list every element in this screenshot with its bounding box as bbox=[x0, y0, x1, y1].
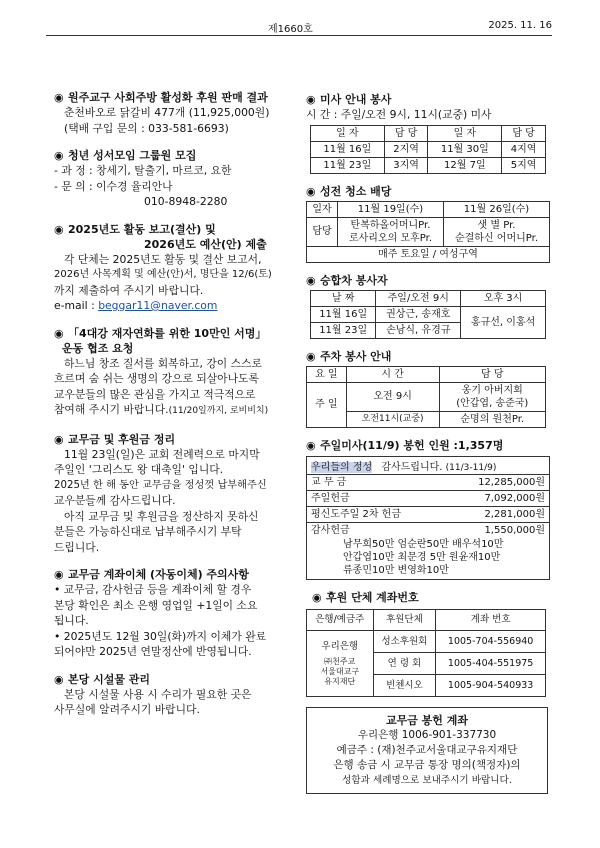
table-cell: 주 일 bbox=[307, 382, 347, 427]
section-title: 원주교구 사회주방 활성화 후원 판매 결과 bbox=[68, 91, 268, 104]
table-header-row bbox=[307, 609, 546, 630]
offering-value: 7,092,000원 bbox=[484, 492, 545, 504]
text-line: 아직 교무금 및 후원금을 정산하지 못하신 bbox=[64, 509, 259, 523]
table-cell: 2지역 bbox=[384, 141, 428, 157]
offering-label: 주일헌금 bbox=[311, 492, 350, 504]
table-cell: 11월 16일 bbox=[311, 306, 376, 322]
note-text: (11/20일까지, 로비비치) bbox=[168, 406, 269, 416]
vehicle-table bbox=[310, 290, 546, 339]
dues-account-box bbox=[306, 707, 548, 794]
bulletin-header bbox=[0, 20, 600, 34]
table-cell bbox=[337, 217, 443, 246]
offering-label: 감사헌금 bbox=[311, 524, 350, 536]
mass-table bbox=[310, 125, 546, 174]
left-column bbox=[54, 90, 290, 730]
text-line: 본당 확인은 최소 은행 영업일 +1일이 소요 bbox=[54, 598, 258, 612]
table-cell: 오전 9시 bbox=[346, 382, 439, 411]
cell-line: 옹기 아버지회 bbox=[461, 384, 523, 396]
table-cell: 연 령 회 bbox=[373, 652, 436, 674]
bullet-icon: ◉ bbox=[54, 568, 64, 581]
section-title: 교무금 및 후원금 정리 bbox=[68, 432, 176, 446]
offering-row bbox=[307, 475, 549, 491]
account-number: 1005-404-551975 bbox=[436, 652, 546, 674]
section-bible-study bbox=[54, 148, 290, 210]
donor-line: 남무희50만 엄순란50만 배우석10만 bbox=[343, 538, 504, 550]
table-cell: 담당 bbox=[307, 217, 338, 246]
section-title-2: 운동 협조 요청 bbox=[62, 341, 134, 355]
bullet-icon: ◉ bbox=[306, 349, 316, 363]
table-header-row bbox=[307, 366, 546, 382]
column-header: 날 짜 bbox=[311, 290, 376, 306]
offering-value: 2,281,000원 bbox=[484, 508, 545, 520]
cell-line: 로사리오의 모후Pr. bbox=[348, 232, 432, 244]
section-sales-result bbox=[54, 90, 290, 136]
bullet-icon: ◉ bbox=[306, 93, 316, 106]
table-cell: 4지역 bbox=[502, 141, 546, 157]
section-mass bbox=[306, 92, 550, 174]
section-petition bbox=[54, 326, 290, 420]
email-link[interactable]: beggar11@naver.com bbox=[98, 299, 218, 312]
section-parking bbox=[306, 349, 550, 428]
table-cell bbox=[439, 382, 546, 411]
section-title: 성전 청소 배당 bbox=[320, 184, 392, 198]
donor-list bbox=[307, 538, 549, 579]
account-line: 우리은행 1006-901-337730 bbox=[357, 728, 497, 741]
table-cell: 빈첸시오 bbox=[373, 674, 436, 696]
bullet-icon: ◉ bbox=[54, 326, 64, 340]
cell-line: (안갑엽, 송준국) bbox=[456, 397, 529, 409]
section-facilities bbox=[54, 672, 290, 718]
text-line: - 과 정 : 창세기, 탈출기, 마르코, 요한 bbox=[54, 164, 232, 177]
table-cell bbox=[443, 217, 549, 246]
column-header: 요 일 bbox=[307, 366, 347, 382]
column-header: 일 자 bbox=[428, 125, 502, 141]
bank-name: 우리은행 bbox=[321, 640, 359, 652]
section-title: 2025년도 활동 보고(결산) 및 bbox=[68, 222, 216, 236]
donor-line: 류종민10만 변영화10만 bbox=[343, 564, 449, 576]
account-number: 1005-704-556940 bbox=[436, 630, 546, 652]
table-cell: 5지역 bbox=[502, 157, 546, 173]
text-line: 하느님 창조 질서를 회복하고, 강이 스스로 bbox=[64, 356, 262, 370]
bullet-icon: ◉ bbox=[54, 149, 64, 162]
holder-line: ㈜천주교 bbox=[324, 656, 356, 666]
table-cell: 오전11시(교중) bbox=[346, 411, 439, 427]
section-title: 주일미사(11/9) 봉헌 인원 :1,357명 bbox=[320, 438, 504, 452]
table-cell: 홍규선, 이홍석 bbox=[461, 306, 546, 338]
table-cell: 손남식, 유경규 bbox=[376, 322, 461, 338]
text-line: 참여해 주시기 바랍니다. bbox=[54, 403, 169, 416]
table-row bbox=[311, 141, 546, 157]
email-label: e-mail : bbox=[54, 299, 99, 312]
donor-line: 안갑엽10만 최문경 5만 원윤재10만 bbox=[343, 551, 501, 563]
table-cell: 12월 7일 bbox=[428, 157, 502, 173]
parking-table bbox=[306, 366, 546, 428]
holder-line: 서울대교구 bbox=[320, 666, 360, 676]
section-cleaning bbox=[306, 184, 550, 263]
text-line: 주일인 '그리스도 왕 대축일' 입니다. bbox=[54, 463, 224, 476]
cleaning-table bbox=[306, 201, 550, 263]
bullet-icon: ◉ bbox=[312, 590, 322, 604]
section-accounts bbox=[306, 590, 550, 697]
column-header: 주일/오전 9시 bbox=[376, 290, 461, 306]
column-header: 담 당 bbox=[384, 125, 428, 141]
column-header: 담 당 bbox=[439, 366, 546, 382]
section-title: 「4대강 재자연화를 위한 10만인 서명」 bbox=[68, 326, 267, 340]
table-cell: 11월 16일 bbox=[311, 141, 385, 157]
text-line: 사무실에 알려주시기 바랍니다. bbox=[54, 703, 200, 716]
table-cell: 11월 23일 bbox=[311, 157, 385, 173]
cell-line: 순결하신 어머니Pr. bbox=[454, 232, 538, 244]
offering-box bbox=[306, 456, 550, 580]
bullet-icon: ◉ bbox=[54, 91, 64, 104]
section-transfer-notice bbox=[54, 567, 290, 660]
section-offering bbox=[306, 438, 550, 580]
period-text: (11/3-11/9) bbox=[445, 462, 497, 473]
column-header: 일자 bbox=[307, 201, 338, 217]
table-row bbox=[307, 217, 550, 246]
column-header: 후원단체 bbox=[373, 609, 436, 630]
section-title-2: 2026년도 예산(안) 제출 bbox=[144, 237, 267, 251]
text-line: 2025년 한 해 동안 교무금을 정성껏 납부해주신 bbox=[54, 479, 267, 491]
table-cell: 권상근, 송재호 bbox=[376, 306, 461, 322]
bullet-icon: ◉ bbox=[54, 222, 64, 236]
text-line: 되어야만 2025년 연말정산에 반영됩니다. bbox=[54, 645, 252, 658]
table-cell: 11월 23일 bbox=[311, 322, 376, 338]
thanks-highlight: 우리들의 정성 bbox=[311, 461, 373, 473]
offering-value: 12,285,000원 bbox=[478, 476, 545, 488]
bullet-icon: ◉ bbox=[54, 672, 64, 686]
text-line: - 문 의 : 이수경 율리안나 bbox=[54, 179, 173, 193]
text-line: 드립니다. bbox=[54, 540, 100, 554]
text-line: • 교무금, 감사헌금 등을 계좌이체 할 경우 bbox=[54, 583, 252, 596]
cell-line: 샛 별 Pr. bbox=[477, 219, 516, 231]
text-line: 됩니다. bbox=[54, 614, 89, 627]
column-header: 계좌 번호 bbox=[436, 609, 546, 630]
table-header-row bbox=[311, 290, 546, 306]
table-row bbox=[311, 306, 546, 322]
offering-label: 교 무 금 bbox=[311, 476, 347, 488]
holder-line: 유지재단 bbox=[324, 676, 356, 686]
table-row bbox=[307, 630, 546, 652]
text-line: 본당 시설물 사용 시 수리가 필요한 곳은 bbox=[64, 687, 252, 701]
column-header: 오후 3시 bbox=[461, 290, 546, 306]
column-header: 담 당 bbox=[502, 125, 546, 141]
section-title: 본당 시설물 관리 bbox=[68, 672, 151, 686]
table-cell: 3지역 bbox=[384, 157, 428, 173]
table-row bbox=[307, 246, 550, 262]
table-cell: 성소후원회 bbox=[373, 630, 436, 652]
text-line: 11월 23일(일)은 교회 전례력으로 마지막 bbox=[64, 447, 260, 461]
thanks-text: 감사드립니다. bbox=[381, 461, 443, 473]
offering-row bbox=[307, 523, 549, 538]
column-header: 일 자 bbox=[311, 125, 385, 141]
text-line: (택배 구입 문의 : 033-581-6693) bbox=[64, 121, 229, 135]
table-cell: 순명의 원천Pr. bbox=[439, 411, 546, 427]
right-column bbox=[306, 92, 550, 794]
text-line: 2026년 사목계획 및 예산(안)서, 명단을 12/6(토) bbox=[54, 269, 272, 280]
account-number: 1005-904-540933 bbox=[436, 674, 546, 696]
table-cell: 11월 30일 bbox=[428, 141, 502, 157]
section-title: 교무금 계좌이체 (자동이체) 주의사항 bbox=[68, 568, 249, 581]
issue-number: 제1660호 bbox=[268, 24, 313, 35]
offering-row bbox=[307, 507, 549, 523]
holder-line: 예금주 : (재)천주교서울대교구유지재단 bbox=[336, 743, 518, 756]
text-line: 각 단체는 2025년도 활동 및 결산 보고서, bbox=[64, 252, 262, 266]
bullet-icon: ◉ bbox=[306, 184, 316, 198]
text-line: 춘천바오로 닭갈비 477개 (11,925,000원) bbox=[64, 106, 270, 119]
bullet-icon: ◉ bbox=[54, 432, 64, 446]
phone-number: 010-8948-2280 bbox=[144, 195, 228, 208]
table-header-row bbox=[307, 201, 550, 217]
offering-value: 1,550,000원 bbox=[484, 524, 545, 536]
bullet-icon: ◉ bbox=[306, 438, 316, 452]
section-activity-report bbox=[54, 222, 290, 314]
offering-label: 평신도주일 2차 헌금 bbox=[311, 508, 401, 520]
column-header: 시 간 bbox=[346, 366, 439, 382]
section-title: 청년 성서모임 그룹원 모집 bbox=[68, 149, 197, 162]
column-header: 은행/예금주 bbox=[307, 609, 374, 630]
section-title: 교무금 봉헌 계좌 bbox=[385, 713, 469, 727]
text-line: 은행 송금 시 교무금 통장 명의(책정자)의 bbox=[333, 758, 521, 771]
text-line: • 2025년도 12월 30일(화)까지 이체가 완료 bbox=[54, 629, 267, 643]
issue-date: 2025. 11. 16 bbox=[488, 20, 552, 31]
cell-line: 탄복하올어머니Pr. bbox=[350, 219, 431, 231]
header-divider bbox=[46, 35, 552, 36]
section-title: 후원 단체 계좌번호 bbox=[326, 590, 419, 604]
text-line: 흐르며 숨 쉬는 생명의 강으로 되살아나도록 bbox=[54, 372, 259, 385]
bullet-icon: ◉ bbox=[306, 273, 316, 287]
text-line: 교우분들께 감사드립니다. bbox=[54, 494, 176, 507]
text-line: 까지 제출하여 주시기 바랍니다. bbox=[54, 283, 204, 297]
mass-time: 시 간 : 주일/오전 9시, 11시(교중) 미사 bbox=[306, 108, 492, 121]
table-row bbox=[311, 157, 546, 173]
section-title: 미사 안내 봉사 bbox=[320, 93, 392, 106]
column-header: 11월 26일(수) bbox=[443, 201, 549, 217]
text-line: 교우분들의 많은 관심을 가지고 적극적으로 bbox=[54, 387, 256, 401]
table-cell: 매주 토요일 / 여성구역 bbox=[307, 246, 550, 262]
offering-row bbox=[307, 491, 549, 507]
text-line: 분들은 가능하신대로 납부해주시기 부탁 bbox=[54, 525, 242, 538]
table-header-row bbox=[311, 125, 546, 141]
section-title: 승합차 봉사자 bbox=[320, 273, 388, 287]
bank-cell bbox=[307, 630, 374, 696]
column-header: 11월 19일(수) bbox=[337, 201, 443, 217]
section-dues bbox=[54, 432, 290, 556]
table-row bbox=[307, 382, 546, 411]
text-line: 성함과 세례명으로 보내주시기 바랍니다. bbox=[342, 774, 512, 786]
section-title: 주차 봉사 안내 bbox=[320, 349, 392, 363]
section-vehicle bbox=[306, 273, 550, 339]
accounts-table bbox=[306, 609, 546, 697]
